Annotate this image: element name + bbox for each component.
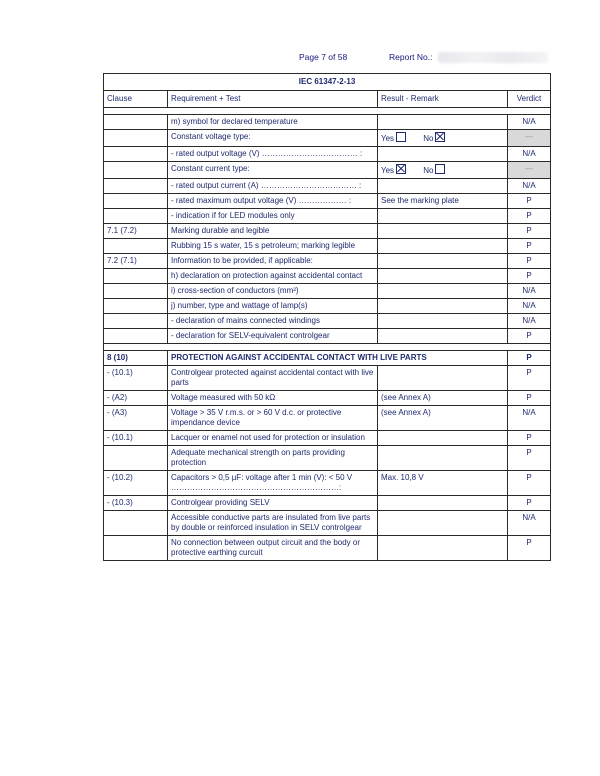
clause-cell xyxy=(104,511,168,536)
clause-cell: 7.2 (7.1) xyxy=(104,254,168,269)
clause-cell xyxy=(104,536,168,561)
verdict-cell: P xyxy=(508,366,551,391)
no-label: No xyxy=(423,166,434,175)
yes-label: Yes xyxy=(381,134,395,143)
column-header-requirement: Requirement + Test xyxy=(168,91,378,108)
clause-cell xyxy=(104,329,168,344)
clause-cell: - (10.1) xyxy=(104,366,168,391)
report-number-redacted xyxy=(438,52,548,63)
test-report-table xyxy=(103,73,551,561)
verdict-cell: N/A xyxy=(508,406,551,431)
result-cell xyxy=(378,284,508,299)
verdict-cell: P xyxy=(508,391,551,406)
requirement-cell: j) number, type and wattage of lamp(s) xyxy=(168,299,378,314)
verdict-cell: P xyxy=(508,224,551,239)
table-row xyxy=(104,147,551,162)
requirement-cell: - declaration of mains connected windings xyxy=(168,314,378,329)
requirement-cell: Capacitors > 0,5 µF: voltage after 1 min (V): < 50 V ………………………………………………………: xyxy=(168,471,378,496)
verdict-cell: P xyxy=(508,239,551,254)
verdict-cell: P xyxy=(508,431,551,446)
table-row xyxy=(104,471,551,496)
table-row xyxy=(104,284,551,299)
table-row xyxy=(104,130,551,147)
page-number: Page 7 of 58 xyxy=(299,52,348,62)
clause-cell: - (A2) xyxy=(104,391,168,406)
verdict-cell: P xyxy=(508,254,551,269)
clause-cell xyxy=(104,284,168,299)
result-cell xyxy=(378,536,508,561)
requirement-cell: Voltage measured with 50 kΩ xyxy=(168,391,378,406)
result-cell xyxy=(378,269,508,284)
no-checkbox-unchecked xyxy=(435,164,445,174)
clause-cell xyxy=(104,299,168,314)
clause-cell xyxy=(104,269,168,284)
result-cell: Max. 10,8 V xyxy=(378,471,508,496)
result-cell xyxy=(378,147,508,162)
requirement-cell: Voltage > 35 V r.m.s. or > 60 V d.c. or protective impendance device xyxy=(168,406,378,431)
verdict-cell: P xyxy=(508,209,551,224)
clause-cell xyxy=(104,147,168,162)
verdict-cell: — xyxy=(508,162,551,179)
yes-checkbox-unchecked xyxy=(396,132,406,142)
requirement-cell: - rated output current (A) ……………………………… : xyxy=(168,179,378,194)
requirement-cell: - declaration for SELV-equivalent controlgear xyxy=(168,329,378,344)
requirement-cell: Constant voltage type: xyxy=(168,130,378,147)
result-cell xyxy=(378,209,508,224)
clause-cell: - (10.2) xyxy=(104,471,168,496)
verdict-cell: N/A xyxy=(508,147,551,162)
report-number-label: Report No.: xyxy=(389,52,433,62)
requirement-cell: Marking durable and legible xyxy=(168,224,378,239)
verdict-cell: — xyxy=(508,130,551,147)
table-row xyxy=(104,406,551,431)
requirement-cell: h) declaration on protection against accidental contact xyxy=(168,269,378,284)
verdict-cell: N/A xyxy=(508,314,551,329)
clause-cell: 7.1 (7.2) xyxy=(104,224,168,239)
result-cell xyxy=(378,162,508,179)
requirement-cell: Accessible conductive parts are insulated from live parts by double or reinforced insulation in SELV controlgear xyxy=(168,511,378,536)
requirement-cell: - indication if for LED modules only xyxy=(168,209,378,224)
result-cell xyxy=(378,511,508,536)
requirement-cell: Lacquer or enamel not used for protection or insulation xyxy=(168,431,378,446)
clause-cell xyxy=(104,179,168,194)
table-row xyxy=(104,446,551,471)
table-row xyxy=(104,254,551,269)
table-row xyxy=(104,239,551,254)
result-cell xyxy=(378,115,508,130)
table-row xyxy=(104,224,551,239)
result-cell xyxy=(378,366,508,391)
verdict-cell: P xyxy=(508,446,551,471)
result-cell xyxy=(378,431,508,446)
result-cell: (see Annex A) xyxy=(378,406,508,431)
table-row xyxy=(104,269,551,284)
verdict-cell: N/A xyxy=(508,511,551,536)
yes-label: Yes xyxy=(381,166,395,175)
result-cell xyxy=(378,329,508,344)
clause-cell xyxy=(104,194,168,209)
clause-cell xyxy=(104,130,168,147)
requirement-cell: i) cross-section of conductors (mm²) xyxy=(168,284,378,299)
verdict-cell: P xyxy=(508,194,551,209)
requirement-cell: Rubbing 15 s water, 15 s petroleum; marking legible xyxy=(168,239,378,254)
table-row xyxy=(104,329,551,344)
result-cell xyxy=(378,254,508,269)
yes-checkbox-checked xyxy=(396,164,406,174)
result-cell xyxy=(378,314,508,329)
verdict-cell: P xyxy=(508,496,551,511)
table-row xyxy=(104,511,551,536)
no-label: No xyxy=(423,134,434,143)
verdict-cell: P xyxy=(508,471,551,496)
section-row xyxy=(104,351,551,366)
table-row xyxy=(104,179,551,194)
table-row xyxy=(104,115,551,130)
clause-cell: - (A3) xyxy=(104,406,168,431)
requirement-cell: - rated output voltage (V) ……………………………… : xyxy=(168,147,378,162)
table-row xyxy=(104,209,551,224)
result-cell xyxy=(378,130,508,147)
requirement-cell: m) symbol for declared temperature xyxy=(168,115,378,130)
standard-title: IEC 61347-2-13 xyxy=(104,74,551,91)
table-row xyxy=(104,162,551,179)
requirement-cell: Constant current type: xyxy=(168,162,378,179)
clause-cell xyxy=(104,115,168,130)
verdict-cell: N/A xyxy=(508,115,551,130)
verdict-cell: N/A xyxy=(508,299,551,314)
table-row xyxy=(104,496,551,511)
page-header xyxy=(0,52,600,66)
section-clause: 8 (10) xyxy=(104,351,168,366)
table-row xyxy=(104,299,551,314)
verdict-cell: P xyxy=(508,536,551,561)
result-cell: See the marking plate xyxy=(378,194,508,209)
table-row xyxy=(104,391,551,406)
spacer-row xyxy=(104,108,551,115)
table-row xyxy=(104,366,551,391)
verdict-cell: P xyxy=(508,329,551,344)
verdict-cell: N/A xyxy=(508,179,551,194)
table-row xyxy=(104,194,551,209)
section-verdict: P xyxy=(508,351,551,366)
column-header-verdict: Verdict xyxy=(508,91,551,108)
table-row xyxy=(104,431,551,446)
result-cell xyxy=(378,179,508,194)
table-row xyxy=(104,536,551,561)
requirement-cell: Controlgear providing SELV xyxy=(168,496,378,511)
requirement-cell: Adequate mechanical strength on parts providing protection xyxy=(168,446,378,471)
result-cell xyxy=(378,299,508,314)
requirement-cell: Controlgear protected against accidental contact with live parts xyxy=(168,366,378,391)
clause-cell xyxy=(104,446,168,471)
result-cell xyxy=(378,496,508,511)
clause-cell: - (10.1) xyxy=(104,431,168,446)
result-cell xyxy=(378,239,508,254)
table-row xyxy=(104,314,551,329)
clause-cell xyxy=(104,209,168,224)
verdict-cell: N/A xyxy=(508,284,551,299)
clause-cell xyxy=(104,162,168,179)
clause-cell xyxy=(104,239,168,254)
requirement-cell: Information to be provided, if applicable: xyxy=(168,254,378,269)
column-header-clause: Clause xyxy=(104,91,168,108)
no-checkbox-checked xyxy=(435,132,445,142)
spacer-row xyxy=(104,344,551,351)
verdict-cell: P xyxy=(508,269,551,284)
result-cell: (see Annex A) xyxy=(378,391,508,406)
clause-cell: - (10.3) xyxy=(104,496,168,511)
section-title: PROTECTION AGAINST ACCIDENTAL CONTACT WITH LIVE PARTS xyxy=(168,351,508,366)
result-cell xyxy=(378,224,508,239)
clause-cell xyxy=(104,314,168,329)
column-header-result: Result - Remark xyxy=(378,91,508,108)
result-cell xyxy=(378,446,508,471)
requirement-cell: No connection between output circuit and the body or protective earthing curcuit xyxy=(168,536,378,561)
requirement-cell: - rated maximum output voltage (V) ……………… : xyxy=(168,194,378,209)
